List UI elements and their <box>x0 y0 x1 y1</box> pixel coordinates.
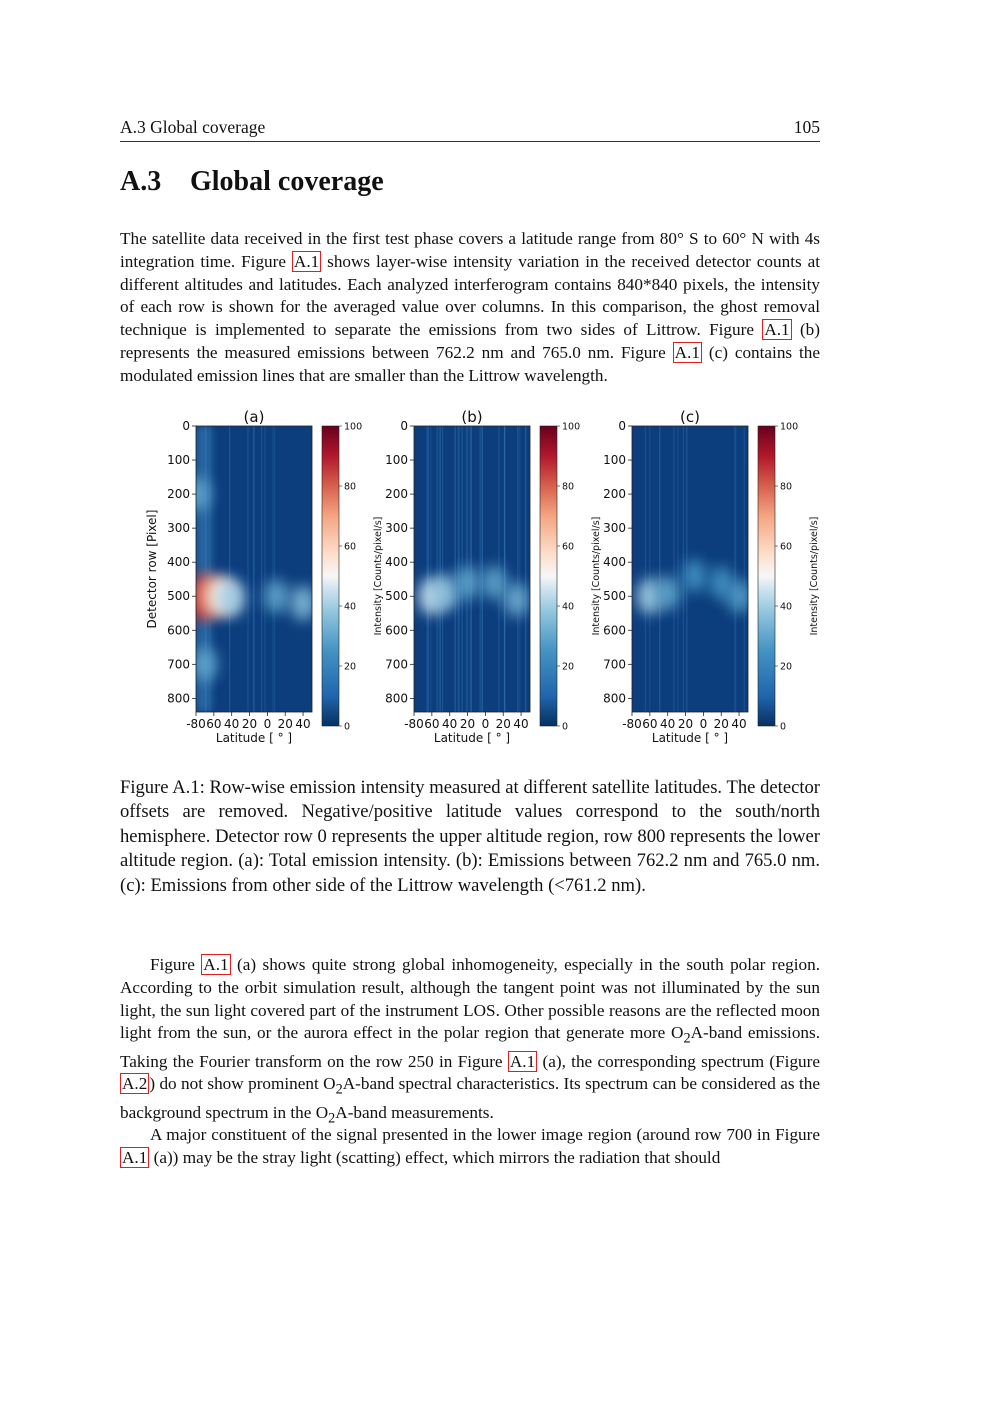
figure-ref-link[interactable]: A.2 <box>122 1074 148 1094</box>
section-title-text: Global coverage <box>190 166 384 197</box>
x-tick-label: 60 <box>642 717 658 731</box>
subscript: 2 <box>335 1081 343 1098</box>
y-tick-label: 300 <box>167 521 190 536</box>
text-run: (b) represents the measured emissions between 762.2 nm and 765.0 nm. Figure <box>120 320 820 362</box>
figure-ref-link[interactable]: A.1 <box>764 320 790 340</box>
colorbar-tick-label: 0 <box>344 721 351 733</box>
detector-streak <box>430 426 431 712</box>
detector-streak <box>482 426 483 712</box>
text-run: A major constituent of the signal presented in the lower image region (around row 700 in Figure <box>150 1125 820 1144</box>
x-tick-label: 0 <box>263 717 272 731</box>
x-tick-label: -80 <box>186 717 206 731</box>
detector-streak <box>744 426 745 712</box>
x-tick-label: 40 <box>224 717 240 731</box>
colorbar-tick-label: 80 <box>562 481 575 493</box>
x-tick-label: 20 <box>495 717 511 731</box>
colorbar-tick-label: 60 <box>344 541 357 553</box>
x-tick-label: 40 <box>660 717 676 731</box>
panel-title: (b) <box>461 408 483 426</box>
colorbar-tick-label: 40 <box>780 601 793 613</box>
page-number: 105 <box>793 117 820 137</box>
y-tick-label: 0 <box>400 419 408 433</box>
emission-feature <box>482 566 507 600</box>
y-tick-label: 300 <box>385 521 408 536</box>
text-run: (a) shows quite strong global inhomogeneity, especially in the south polar region. According to the orbit simulation result, although the tangent point was not illuminated by the sun light, the sun light covered part of the instrument LOS. Other possible reasons are the reflected moon light from the sun, or the aurora effect in the polar region that generate more O <box>120 955 820 1043</box>
detector-streak <box>247 426 248 712</box>
x-tick-label: 20 <box>677 717 694 731</box>
text-run: shows layer-wise intensity variation in the received detector counts at different altitudes and latitudes. Each analyzed interferogram contains 840*840 pixels, the intensity of each row is shown for the averaged value over columns. In this comparison, the ghost removal technique is implemented to separate the emissions from two sides of Littrow. Figure <box>120 251 820 340</box>
x-tick-label: 0 <box>481 717 490 731</box>
y-tick-label: 400 <box>603 555 626 570</box>
colorbar-tick-label: 60 <box>562 541 575 553</box>
colorbar-tick-label: 40 <box>562 601 575 613</box>
y-tick-label: 200 <box>603 487 626 502</box>
y-tick-label: 500 <box>385 589 408 604</box>
y-tick-label: 500 <box>167 589 190 604</box>
colorbar-tick-label: 20 <box>344 661 357 673</box>
text-run: (a), the corresponding spectrum (Figure <box>537 1051 820 1071</box>
header-section: A.3 Global coverage <box>120 117 266 137</box>
figure-ref-link[interactable]: A.1 <box>674 342 700 362</box>
text-run: The satellite data received in the first test phase covers a latitude range from 80° S to 60° N with 4s integration time. Figure <box>120 229 820 271</box>
colorbar <box>758 422 820 733</box>
x-tick-label: 20 <box>277 717 293 731</box>
colorbar-tick-label: 100 <box>780 421 799 433</box>
colorbar <box>322 422 384 733</box>
text-run: A-band emissions. Taking the Fourier transform on the row 250 in Figure <box>120 1023 820 1071</box>
x-tick-label: 40 <box>442 717 458 731</box>
detector-streak <box>455 426 456 712</box>
detector-streak <box>272 426 273 712</box>
colorbar-label: Intensity [Counts/pixel/s] <box>809 516 820 636</box>
detector-streak <box>519 426 520 712</box>
x-axis-label: Latitude [ ° ] <box>651 731 729 745</box>
emission-feature <box>218 580 244 616</box>
y-tick-label: 300 <box>603 521 626 536</box>
y-tick-label: 100 <box>385 453 408 468</box>
paragraph-intro <box>120 228 820 388</box>
detector-streak <box>673 426 674 712</box>
y-tick-label: 500 <box>603 589 626 604</box>
running-header <box>120 115 820 142</box>
colorbar-tick-label: 80 <box>344 481 357 493</box>
y-tick-label: 0 <box>618 419 626 433</box>
text-run: ) do not show prominent O <box>149 1074 336 1094</box>
x-tick-label: 0 <box>699 717 708 731</box>
colorbar-tick-label: 40 <box>344 601 357 613</box>
y-tick-label: 800 <box>385 691 408 706</box>
y-tick-label: 100 <box>603 453 626 468</box>
figure-ref-link[interactable]: A.1 <box>203 955 229 974</box>
detector-streak <box>458 426 459 712</box>
panel-title: (a) <box>243 408 265 426</box>
emission-feature <box>264 579 289 613</box>
figure-a1 <box>140 402 820 762</box>
colorbar-label: Intensity [Counts/pixel/s] <box>591 516 602 636</box>
figure-ref-link[interactable]: A.1 <box>509 1051 536 1071</box>
detector-streak <box>504 426 505 712</box>
detector-streak <box>659 426 660 712</box>
paragraph-stray-light <box>120 1124 820 1170</box>
colorbar-tick-label: 60 <box>780 541 793 553</box>
x-tick-label: -80 <box>404 717 424 731</box>
y-tick-label: 700 <box>603 657 626 672</box>
colorbar-gradient <box>540 426 557 726</box>
y-tick-label: 200 <box>385 487 408 502</box>
heatmap-panel-c <box>603 408 820 745</box>
figure-caption: Figure A.1: Row-wise emission intensity measured at different satellite latitudes. The detector offsets are removed. Negative/positive latitude values correspond to the south/north hemisphere. Detector row 0 represents the upper altitude region, row 800 represents the lower altitude region. (a): Total emission intensity. (b): Emissions between 762.2 nm and 765.0 nm. (c): Emissions from other side of the Littrow wavelength (<761.2 nm). <box>120 777 820 896</box>
y-tick-label: 700 <box>167 657 190 672</box>
colorbar-tick-label: 20 <box>780 661 793 673</box>
detector-streak <box>480 426 481 712</box>
section-number: A.3 <box>120 166 162 197</box>
panel-title: (c) <box>680 408 700 426</box>
y-tick-label: 800 <box>603 691 626 706</box>
y-tick-label: 400 <box>167 555 190 570</box>
figure-ref-link[interactable]: A.1 <box>293 251 320 271</box>
colorbar <box>540 422 602 733</box>
x-tick-label: 20 <box>241 717 258 731</box>
figure-ref-link[interactable]: A.1 <box>122 1147 148 1167</box>
detector-streak <box>645 426 646 712</box>
section-title <box>120 166 384 198</box>
detector-streak <box>254 426 255 712</box>
x-tick-label: 40 <box>295 717 311 731</box>
x-tick-label: 20 <box>459 717 476 731</box>
colorbar-label: Intensity [Counts/pixel/s] <box>373 516 384 636</box>
detector-streak <box>428 426 429 712</box>
detector-streak <box>274 426 275 712</box>
detector-streak <box>525 426 526 712</box>
colorbar-tick-label: 80 <box>780 481 793 493</box>
y-tick-label: 100 <box>167 453 190 468</box>
x-tick-label: 40 <box>513 717 529 731</box>
text-run: (a)) may be the stray light (scatting) effect, which mirrors the radiation that should <box>149 1147 721 1167</box>
detector-streak <box>264 426 265 712</box>
detector-streak <box>677 426 678 712</box>
x-axis-label: Latitude [ ° ] <box>215 731 293 745</box>
colorbar-tick-label: 0 <box>562 721 569 733</box>
text-run: A-band spectral characteristics. Its spectrum can be considered as the background spectrum in the O <box>120 1074 820 1122</box>
x-tick-label: 40 <box>731 717 747 731</box>
subscript: 2 <box>328 1110 336 1127</box>
y-tick-label: 200 <box>167 487 190 502</box>
x-tick-label: 60 <box>206 717 222 731</box>
x-tick-label: 60 <box>424 717 440 731</box>
emission-feature <box>432 575 458 611</box>
colorbar-tick-label: 20 <box>562 661 575 673</box>
detector-streak <box>440 426 441 712</box>
y-tick-label: 800 <box>167 691 190 706</box>
detector-streak <box>229 426 230 712</box>
detector-streak <box>735 426 736 712</box>
x-tick-label: -80 <box>622 717 642 731</box>
y-tick-label: 400 <box>385 555 408 570</box>
subscript: 2 <box>683 1030 691 1047</box>
emission-feature <box>504 582 529 616</box>
heatmap-panel-b <box>385 408 602 745</box>
detector-streak <box>439 426 440 712</box>
emission-feature <box>655 576 680 610</box>
detector-streak <box>517 426 518 712</box>
detector-streak <box>442 426 443 712</box>
emission-feature <box>455 566 480 600</box>
y-tick-label: 600 <box>603 623 626 638</box>
colorbar-tick-label: 100 <box>562 421 581 433</box>
text-run: A-band measurements. <box>335 1102 494 1122</box>
figure-a1-plots <box>140 402 820 762</box>
colorbar-tick-label: 100 <box>344 421 363 433</box>
y-axis-label: Detector row [Pixel] <box>145 509 159 629</box>
x-axis-label: Latitude [ ° ] <box>433 731 511 745</box>
y-tick-label: 700 <box>385 657 408 672</box>
colorbar-tick-label: 0 <box>780 721 787 733</box>
x-tick-label: 20 <box>713 717 729 731</box>
paragraph-discussion <box>120 954 820 1130</box>
emission-feature <box>682 559 706 592</box>
y-tick-label: 600 <box>167 623 190 638</box>
detector-streak <box>261 426 262 712</box>
y-tick-label: 600 <box>385 623 408 638</box>
detector-streak <box>649 426 650 712</box>
text-run: (c) contains the modulated emission lines that are smaller than the Littrow wavelength. <box>120 342 820 385</box>
y-tick-label: 0 <box>182 419 190 433</box>
colorbar-gradient <box>758 426 775 726</box>
colorbar-gradient <box>322 426 339 726</box>
detector-streak <box>436 426 437 712</box>
detector-streak <box>426 426 427 712</box>
text-run: Figure <box>150 955 202 974</box>
heatmap-panel-a <box>145 408 384 745</box>
